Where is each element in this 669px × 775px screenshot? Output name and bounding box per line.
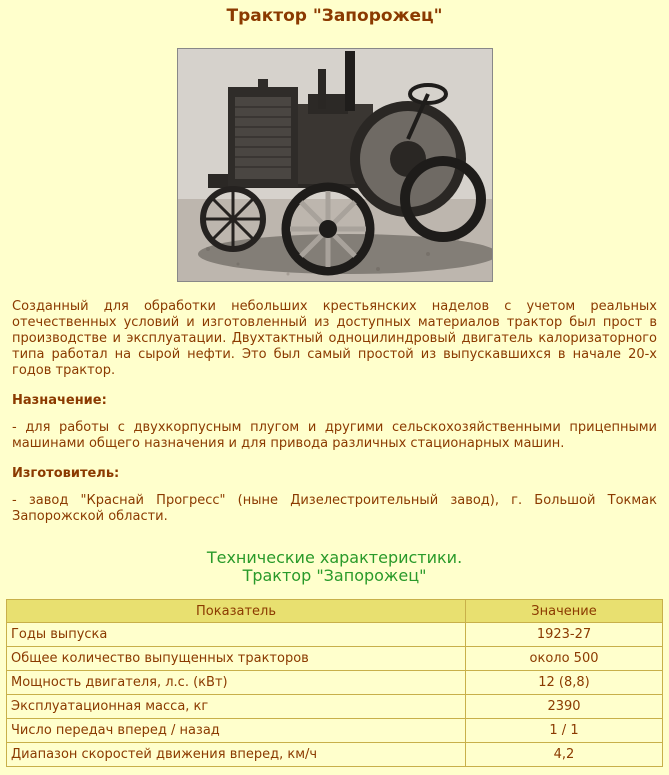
specs-table [6,599,663,767]
specs-title-line1: Технические характеристики. [206,548,463,567]
row-value: 4,2 [466,743,663,767]
row-value: 2390 [466,695,663,719]
tractor-photo [177,48,493,282]
row-param: Число передач вперед / назад [7,719,466,743]
row-param: Мощность двигателя, л.с. (кВт) [7,671,466,695]
manufacturer-text: - завод "Краснай Прогресс" (ныне Дизелестроительный завод), г. Большой Токмак Запорожской области. [12,493,657,524]
row-value: около 500 [466,647,663,671]
specs-title-line2: Трактор "Запорожец" [242,566,427,585]
manufacturer-heading: Изготовитель: [12,466,120,481]
header-param: Показатель [7,600,466,623]
page-title: Трактор "Запорожец" [226,6,443,26]
purpose-text: - для работы с двухкорпусным плугом и другими сельскохозяйственными прицепными машинами общего назначения и для привода различных стационарных машин. [12,420,657,451]
row-value: 1923-27 [466,623,663,647]
row-param: Диапазон скоростей движения вперед, км/ч [7,743,466,767]
row-param: Эксплуатационная масса, кг [7,695,466,719]
table-row [7,647,663,671]
row-value: 12 (8,8) [466,671,663,695]
table-row [7,671,663,695]
row-param: Годы выпуска [7,623,466,647]
table-row [7,623,663,647]
table-row [7,743,663,767]
purpose-heading: Назначение: [12,393,107,408]
header-value: Значение [466,600,663,623]
table-row [7,719,663,743]
table-row [7,695,663,719]
table-header-row [7,600,663,623]
specs-title [0,549,669,585]
intro-text: Созданный для обработки небольших крестьянских наделов с учетом реальных отечественных условий и изготовленный из доступных материалов трактор был прост в производстве и эксплуатации. Двухтактный одноцилиндровый двигатель калоризаторного типа работал на сырой нефти. Это был самый простой из выпускавшихся в начале 20-х годов трактор. [12,299,657,378]
row-value: 1 / 1 [466,719,663,743]
row-param: Общее количество выпущенных тракторов [7,647,466,671]
